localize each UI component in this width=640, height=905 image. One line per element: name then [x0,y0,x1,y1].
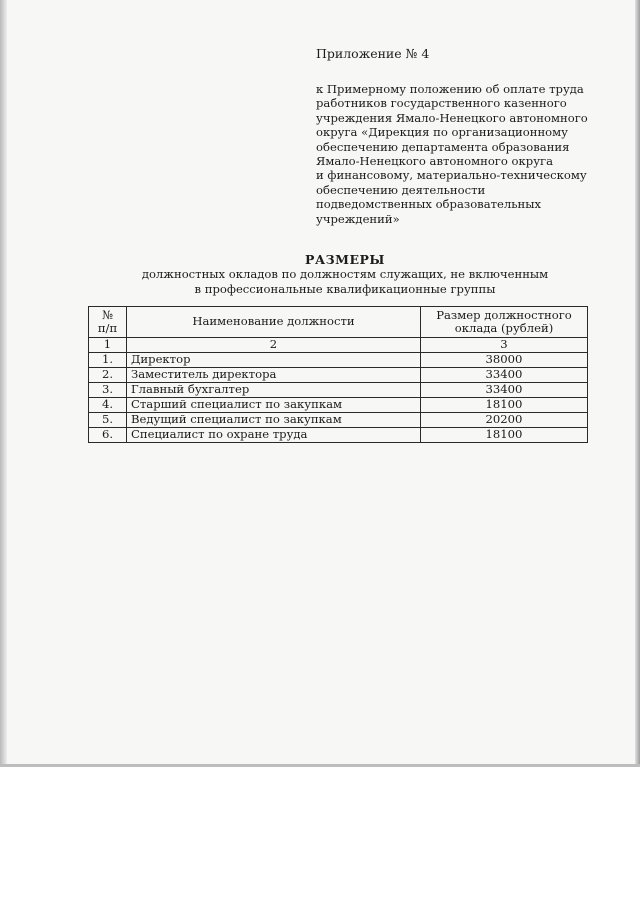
scan-right-edge [635,0,640,766]
salary-table [88,306,588,443]
row-position: Главный бухгалтер [127,383,421,398]
table-row [89,398,588,413]
row-position: Директор [127,353,421,368]
intro-line: округа «Дирекция по организационному [316,125,569,140]
header-salary-line: Размер должностного [436,307,572,322]
intro-line: и финансовому, материально-техническому [316,168,587,183]
row-position: Ведущий специалист по закупкам [127,413,421,428]
document-title: РАЗМЕРЫ [305,252,385,267]
column-number: 1 [89,338,127,353]
intro-line: к Примерному положению об оплате труда [316,82,584,96]
scan-bottom-edge [0,764,640,767]
subtitle-line: должностных окладов по должностям служащих, не включенным [141,267,549,281]
scan-left-edge [0,0,7,766]
row-salary: 33400 [421,383,588,398]
row-salary: 20200 [421,413,588,428]
intro-line: подведомственных образовательных [316,197,542,212]
column-number: 3 [421,338,588,353]
annex-intro [316,82,616,226]
row-number: 1. [89,353,127,368]
header-position: Наименование должности [127,307,421,338]
column-number-row [89,338,588,353]
annex-number: Приложение № 4 [316,46,430,61]
row-number: 5. [89,413,127,428]
table-row [89,353,588,368]
column-number: 2 [127,338,421,353]
intro-line: Ямало-Ненецкого автономного округа [316,154,553,169]
row-salary: 18100 [421,428,588,443]
row-salary: 18100 [421,398,588,413]
table-row [89,368,588,383]
header-salary [421,307,588,338]
intro-line: учреждения Ямало-Ненецкого автономного [316,110,588,125]
intro-line: обеспечению деятельности [316,182,486,197]
row-salary: 38000 [421,353,588,368]
intro-line: работников государственного казенного [316,96,567,111]
intro-line: обеспечению департамента образования [316,139,570,154]
row-number: 3. [89,383,127,398]
table-row [89,413,588,428]
intro-line: учреждений» [316,211,400,226]
subtitle-line: в профессиональные квалификационные группы [194,281,496,296]
header-salary-line: оклада (рублей) [454,321,554,335]
table-row [89,383,588,398]
header-number [89,307,127,338]
header-number-line: № [102,307,113,322]
row-salary: 33400 [421,368,588,383]
row-position: Специалист по охране труда [127,428,421,443]
table-row [89,428,588,443]
row-number: 4. [89,398,127,413]
row-position: Заместитель директора [127,368,421,383]
table-header-row [89,307,588,338]
row-position: Старший специалист по закупкам [127,398,421,413]
row-number: 6. [89,428,127,443]
header-number-line: п/п [97,321,118,335]
row-number: 2. [89,368,127,383]
document-subtitle [0,267,640,296]
